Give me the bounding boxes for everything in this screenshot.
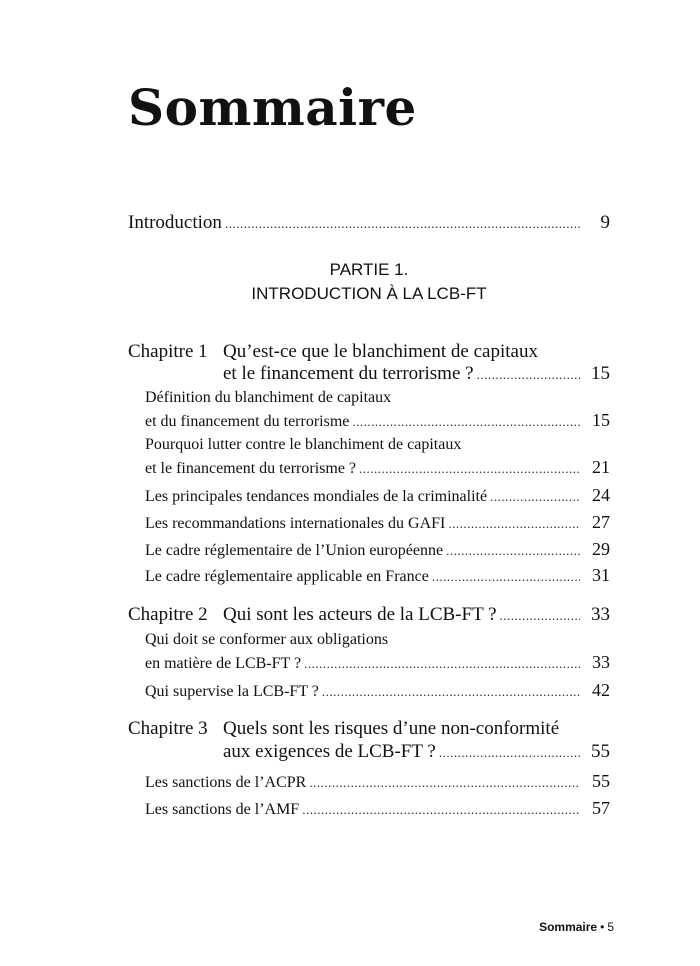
toc-entry-section[interactable] <box>145 564 610 588</box>
chapter-number: Chapitre 1 <box>128 341 208 362</box>
footer-label: Sommaire <box>539 920 598 934</box>
bullet-icon: • <box>600 920 605 934</box>
leader-dots <box>304 653 580 675</box>
leader-dots <box>302 799 580 821</box>
toc-page-number: 55 <box>592 771 610 791</box>
chapter-heading-3 <box>128 718 559 740</box>
leader-dots <box>477 364 580 386</box>
chapter-number: Chapitre 2 <box>128 604 208 625</box>
chapter-number: Chapitre 3 <box>128 718 208 739</box>
chapter-title-line2: et le financement du terrorisme ? <box>223 363 474 384</box>
section-label: Le cadre réglementaire de l’Union européenne <box>145 542 444 559</box>
toc-entry-chapter-1[interactable] <box>223 363 610 386</box>
leader-dots <box>490 486 580 508</box>
toc-page-number: 15 <box>591 363 610 384</box>
toc-page-number: 27 <box>592 512 610 532</box>
section-label: Les sanctions de l’ACPR <box>145 774 307 791</box>
chapter-heading-1 <box>128 341 538 363</box>
toc-entry-section[interactable] <box>145 409 610 433</box>
section-label: en matière de LCB-FT ? <box>145 655 302 672</box>
chapter-title: Qui sont les acteurs de la LCB-FT ? <box>223 604 497 625</box>
toc-entry-section[interactable] <box>145 651 610 675</box>
footer-page-number: 5 <box>607 920 614 934</box>
toc-page-number: 33 <box>591 604 610 625</box>
section-label: Les recommandations internationales du GAFI <box>145 515 446 532</box>
toc-page-number: 9 <box>600 212 610 233</box>
section-label: et du financement du terrorisme <box>145 413 350 430</box>
toc-entry-section[interactable] <box>145 511 610 535</box>
leader-dots <box>448 513 580 535</box>
page-title: Sommaire <box>128 78 417 137</box>
toc-page-number: 29 <box>592 539 610 559</box>
leader-dots <box>309 772 580 794</box>
toc-page-number: 31 <box>592 565 610 585</box>
leader-dots <box>500 605 580 627</box>
section-label: Les sanctions de l’AMF <box>145 801 300 818</box>
page-footer <box>539 920 614 934</box>
toc-entry-introduction[interactable] <box>128 212 610 235</box>
leader-dots <box>359 458 580 480</box>
chapter-title-line1: Quels sont les risques d’une non-conformité <box>223 718 560 739</box>
leader-dots <box>432 566 580 588</box>
section-line1: Qui doit se conformer aux obligations <box>145 631 389 648</box>
section-line1: Définition du blanchiment de capitaux <box>145 389 392 406</box>
toc-entry-section[interactable] <box>145 679 610 703</box>
toc-page-number: 57 <box>592 798 610 818</box>
leader-dots <box>446 540 580 562</box>
toc-entry-chapter-3[interactable] <box>223 741 610 764</box>
chapter-title-line1: Qu’est-ce que le blanchiment de capitaux <box>223 341 538 362</box>
section-label: Qui supervise la LCB-FT ? <box>145 683 319 700</box>
section-line1: Pourquoi lutter contre le blanchiment de capitaux <box>145 436 462 453</box>
toc-page-number: 24 <box>592 485 610 505</box>
toc-entry-label: Introduction <box>128 212 222 233</box>
toc-entry-section[interactable] <box>145 484 610 508</box>
toc-page-number: 21 <box>592 457 610 477</box>
toc-page-number: 42 <box>592 680 610 700</box>
toc-entry-section[interactable] <box>145 456 610 480</box>
chapter-title-line2: aux exigences de LCB-FT ? <box>223 741 436 762</box>
section-label: Le cadre réglementaire applicable en France <box>145 568 429 585</box>
toc-entry-section[interactable] <box>145 538 610 562</box>
chapter-heading-2 <box>128 604 497 626</box>
toc-entry-section[interactable] <box>145 770 610 794</box>
part-heading-line2: INTRODUCTION À LA LCB-FT <box>251 284 487 303</box>
toc-page-number: 55 <box>591 741 610 762</box>
part-heading-line1: PARTIE 1. <box>329 260 409 279</box>
toc-page-number: 33 <box>592 652 610 672</box>
section-label: Les principales tendances mondiales de la criminalité <box>145 488 488 505</box>
toc-entry-chapter-2[interactable] <box>128 604 610 627</box>
toc-entry-section[interactable] <box>145 797 610 821</box>
toc-page-number: 15 <box>592 410 610 430</box>
leader-dots <box>225 213 580 235</box>
leader-dots <box>439 742 580 764</box>
leader-dots <box>352 411 580 433</box>
section-label: et le financement du terrorisme ? <box>145 460 357 477</box>
leader-dots <box>322 681 580 703</box>
